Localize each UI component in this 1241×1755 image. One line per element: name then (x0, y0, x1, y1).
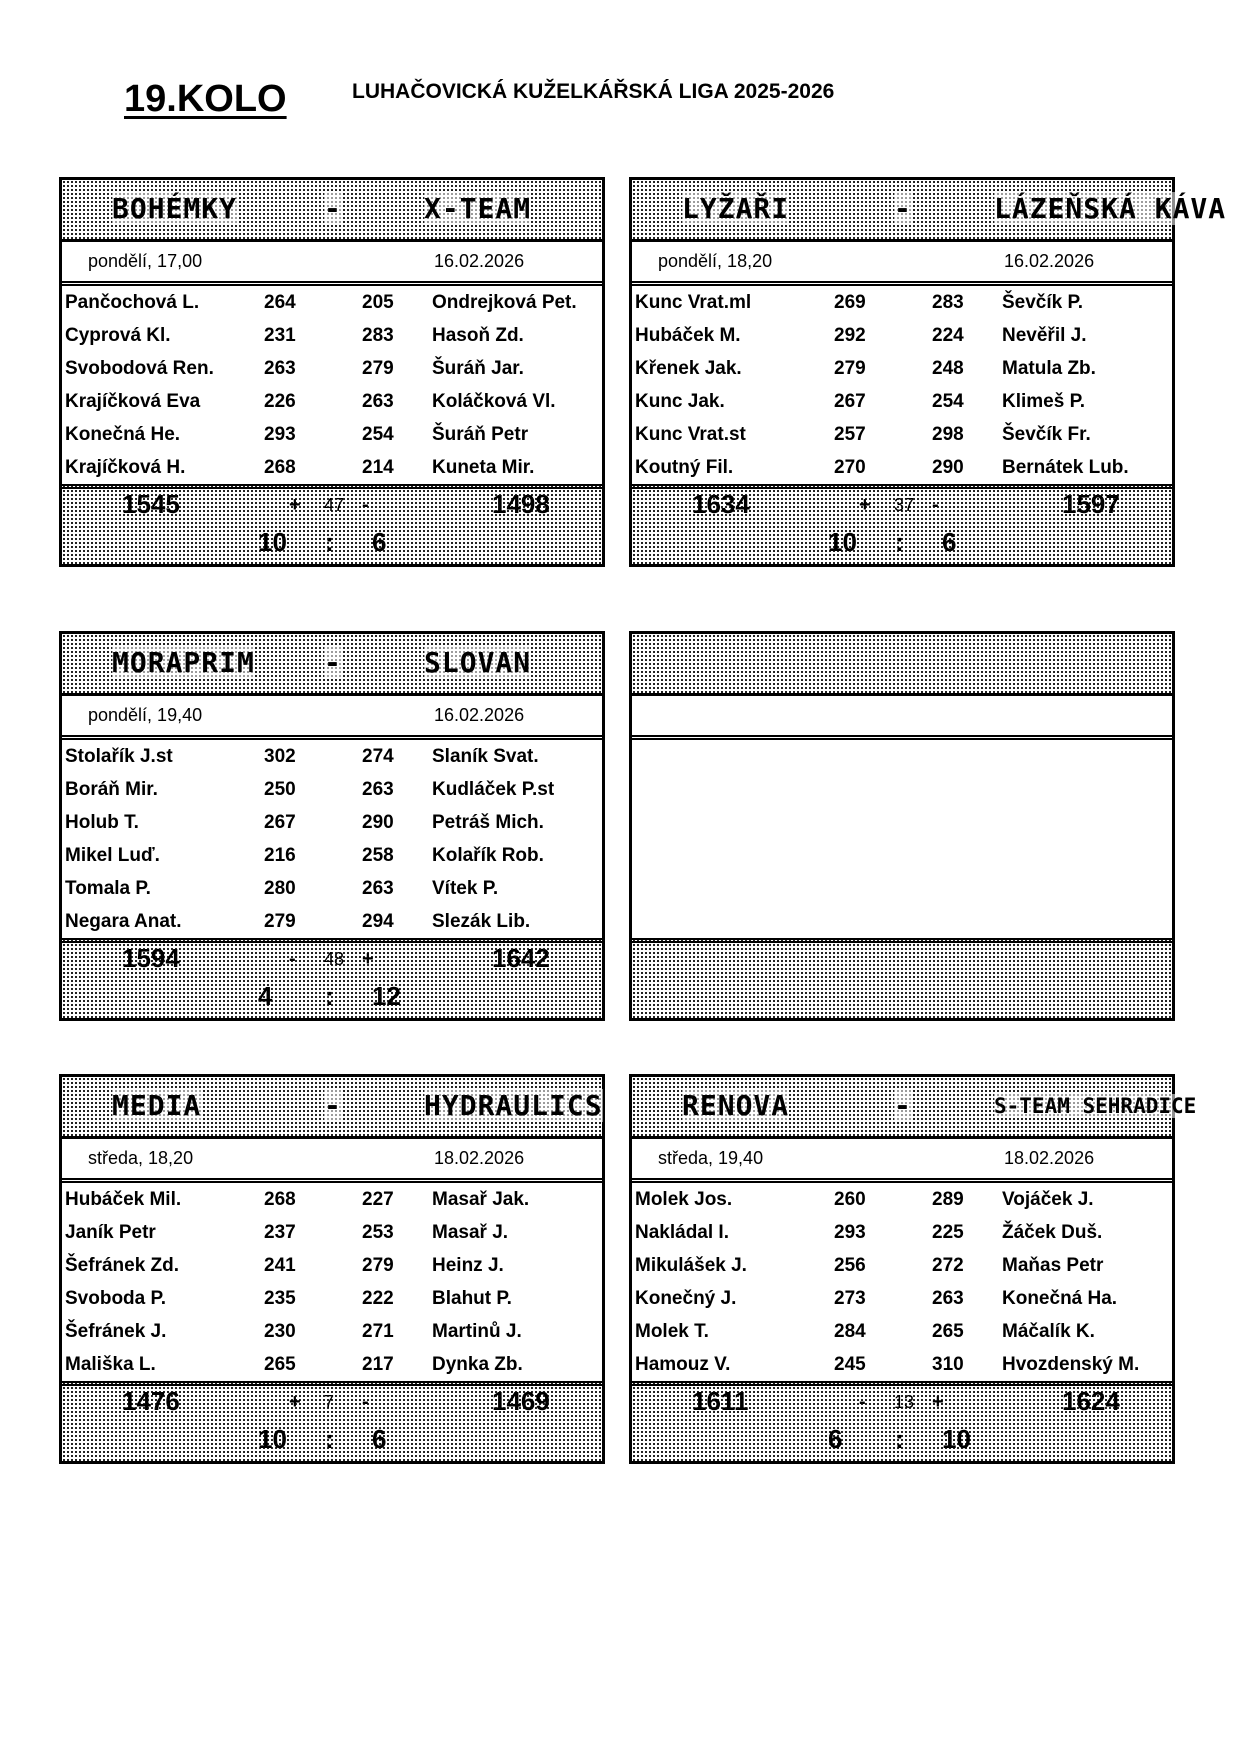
home-score: 267 (834, 391, 866, 412)
home-score: 250 (264, 779, 296, 800)
home-player: Koutný Fil. (635, 457, 734, 478)
away-points: 12 (372, 981, 401, 1011)
home-team: RENOVA (682, 1089, 790, 1122)
away-player: Masař Jak. (432, 1189, 530, 1210)
match-info (632, 1136, 1172, 1183)
home-sign: - (289, 948, 296, 970)
home-player: Hubáček M. (635, 325, 741, 346)
table-row (62, 1183, 602, 1216)
player-rows (632, 286, 1172, 484)
away-score: 283 (932, 292, 964, 313)
away-score: 310 (932, 1354, 964, 1375)
home-player: Boráň Mir. (65, 779, 158, 800)
away-player: Maňas Petr (1002, 1255, 1104, 1276)
away-score: 290 (362, 812, 394, 833)
match-date: 16.02.2026 (434, 705, 525, 725)
home-score: 256 (834, 1255, 866, 1276)
table-row (632, 418, 1172, 451)
home-total: 1476 (122, 1386, 180, 1416)
away-player: Šuráň Petr (432, 424, 529, 445)
table-row (632, 1249, 1172, 1282)
away-total: 1597 (1062, 489, 1120, 519)
home-score: 235 (264, 1288, 296, 1309)
away-player: Heinz J. (432, 1255, 504, 1276)
away-total: 1624 (1062, 1386, 1120, 1416)
home-player: Šefránek Zd. (65, 1255, 180, 1276)
table-row (62, 1216, 602, 1249)
home-player: Pančochová L. (65, 292, 200, 313)
match-day-time: středa, 19,40 (658, 1148, 764, 1168)
home-player: Janík Petr (65, 1222, 156, 1243)
home-player: Konečná He. (65, 424, 181, 445)
table-row (62, 418, 602, 451)
away-score: 254 (932, 391, 964, 412)
away-points: 6 (372, 1424, 387, 1454)
away-player: Klimeš P. (1002, 391, 1086, 412)
home-player: Tomala P. (65, 878, 151, 899)
match-date: 16.02.2026 (1004, 251, 1095, 271)
away-sign: - (362, 1391, 369, 1413)
match-day-time: pondělí, 18,20 (658, 251, 773, 271)
home-player: Kunc Vrat.ml (635, 292, 752, 313)
home-points: 10 (258, 527, 287, 557)
away-player: Masař J. (432, 1222, 509, 1243)
away-player: Petráš Mich. (432, 812, 544, 833)
home-player: Kunc Jak. (635, 391, 725, 412)
table-row (62, 451, 602, 484)
home-score: 273 (834, 1288, 866, 1309)
home-score: 267 (264, 812, 296, 833)
table-row (62, 1249, 602, 1282)
away-player: Vojáček J. (1002, 1189, 1094, 1210)
table-row (632, 1315, 1172, 1348)
table-row (632, 352, 1172, 385)
league-title: LUHAČOVICKÁ KUŽELKÁŘSKÁ LIGA 2025-2026 (352, 80, 835, 103)
home-sign: + (289, 1391, 301, 1413)
home-player: Svoboda P. (65, 1288, 167, 1309)
home-player: Stolařík J.st (65, 746, 173, 767)
team-dash: - (894, 192, 912, 225)
table-row (62, 806, 602, 839)
table-row (632, 1348, 1172, 1381)
home-sign: + (289, 494, 301, 516)
match-panel (629, 1074, 1197, 1464)
match-header (62, 634, 602, 696)
away-score: 263 (932, 1288, 964, 1309)
away-score: 279 (362, 358, 394, 379)
round-title: 19.KOLO (124, 78, 287, 120)
home-team: BOHÉMKY (112, 192, 238, 225)
match-date: 16.02.2026 (434, 251, 525, 271)
away-sign: + (362, 948, 374, 970)
away-team: LÁZEŇSKÁ KÁVA (994, 192, 1227, 225)
table-row (632, 451, 1172, 484)
away-player: Máčalík K. (1002, 1321, 1095, 1342)
away-sign: - (362, 494, 369, 516)
home-score: 270 (834, 457, 866, 478)
home-score: 269 (834, 292, 866, 313)
away-player: Blahut P. (432, 1288, 512, 1309)
away-player: Ondrejková Pet. (432, 292, 577, 313)
match-info (62, 239, 602, 286)
match-totals (632, 1381, 1172, 1461)
team-dash: - (324, 1089, 342, 1122)
table-row (62, 905, 602, 938)
match-panel (629, 631, 1175, 1021)
away-score: 205 (362, 292, 394, 313)
home-score: 268 (264, 457, 296, 478)
home-player: Molek T. (635, 1321, 709, 1342)
home-team: MEDIA (112, 1089, 202, 1122)
match-day-time: pondělí, 19,40 (88, 705, 203, 725)
home-score: 279 (264, 911, 296, 932)
table-row (632, 385, 1172, 418)
table-row (62, 286, 602, 319)
away-player: Ševčík P. (1002, 292, 1084, 313)
away-player: Martinů J. (432, 1321, 522, 1342)
home-player: Hamouz V. (635, 1354, 731, 1375)
away-score: 222 (362, 1288, 394, 1309)
home-player: Negara Anat. (65, 911, 182, 932)
table-row (632, 1282, 1172, 1315)
match-panel (629, 177, 1227, 567)
away-sign: - (932, 494, 939, 516)
match-totals (62, 484, 602, 564)
home-score: 230 (264, 1321, 296, 1342)
home-player: Konečný J. (635, 1288, 737, 1309)
away-score: 263 (362, 391, 394, 412)
table-row (632, 1216, 1172, 1249)
away-score: 217 (362, 1354, 394, 1375)
home-score: 293 (834, 1222, 866, 1243)
away-player: Kolařík Rob. (432, 845, 544, 866)
score-difference: 7 (324, 1392, 335, 1412)
away-score: 271 (362, 1321, 394, 1342)
home-player: Cyprová Kl. (65, 325, 171, 346)
away-total: 1498 (492, 489, 550, 519)
away-player: Slezák Lib. (432, 911, 531, 932)
away-score: 265 (932, 1321, 964, 1342)
match-panel (59, 177, 605, 567)
away-player: Žáček Duš. (1002, 1222, 1103, 1243)
away-player: Šuráň Jar. (432, 358, 524, 379)
table-row (632, 286, 1172, 319)
away-player: Kudláček P.st (432, 779, 555, 800)
away-team: S-TEAM SEHRADICE (994, 1094, 1197, 1118)
home-sign: + (859, 494, 871, 516)
home-score: 257 (834, 424, 866, 445)
table-row (62, 319, 602, 352)
home-points: 10 (258, 1424, 287, 1454)
score-difference: 13 (894, 1392, 915, 1412)
away-player: Ševčík Fr. (1002, 424, 1091, 445)
away-player: Nevěřil J. (1002, 325, 1087, 346)
home-score: 216 (264, 845, 296, 866)
table-row (62, 839, 602, 872)
home-total: 1611 (692, 1386, 749, 1416)
match-totals (632, 484, 1172, 564)
home-score: 245 (834, 1354, 866, 1375)
table-row (62, 872, 602, 905)
match-day-time: středa, 18,20 (88, 1148, 194, 1168)
table-row (632, 319, 1172, 352)
home-player: Hubáček Mil. (65, 1189, 182, 1210)
score-difference: 48 (324, 949, 345, 969)
home-player: Nakládal I. (635, 1222, 729, 1243)
home-points: 4 (258, 981, 273, 1011)
match-date: 18.02.2026 (1004, 1148, 1095, 1168)
home-player: Šefránek J. (65, 1321, 167, 1342)
match-totals (632, 938, 1172, 1018)
home-points: 6 (828, 1424, 843, 1454)
home-player: Mikulášek J. (635, 1255, 747, 1276)
away-score: 253 (362, 1222, 394, 1243)
team-dash: - (894, 1089, 912, 1122)
away-team: X-TEAM (424, 192, 532, 225)
home-total: 1594 (122, 943, 180, 973)
away-player: Vítek P. (432, 878, 499, 899)
away-player: Dynka Zb. (432, 1354, 523, 1375)
player-rows (632, 1183, 1172, 1381)
match-panel (59, 631, 605, 1021)
home-points: 10 (828, 527, 857, 557)
away-score: 283 (362, 325, 394, 346)
away-player: Bernátek Lub. (1002, 457, 1129, 478)
match-day-time: pondělí, 17,00 (88, 251, 203, 271)
home-score: 263 (264, 358, 296, 379)
match-header (632, 180, 1227, 242)
match-info (632, 239, 1172, 286)
player-rows (62, 740, 602, 938)
match-header (62, 180, 602, 242)
points-colon: : (325, 1424, 334, 1454)
home-player: Křenek Jak. (635, 358, 742, 379)
away-score: 227 (362, 1189, 394, 1210)
away-points: 6 (942, 527, 957, 557)
home-player: Svobodová Ren. (65, 358, 214, 379)
away-player: Hvozdenský M. (1002, 1354, 1140, 1375)
points-colon: : (325, 981, 334, 1011)
away-score: 263 (362, 779, 394, 800)
away-team: HYDRAULICS (424, 1089, 603, 1122)
table-row (62, 740, 602, 773)
away-sign: + (932, 1391, 944, 1413)
away-player: Konečná Ha. (1002, 1288, 1118, 1309)
table-row (62, 1315, 602, 1348)
away-score: 225 (932, 1222, 964, 1243)
home-player: Krajíčková Eva (65, 391, 201, 412)
match-totals (62, 1381, 602, 1461)
away-score: 214 (362, 457, 394, 478)
table-row (62, 1282, 602, 1315)
home-total: 1634 (692, 489, 750, 519)
match-info (632, 693, 1172, 740)
home-score: 280 (264, 878, 296, 899)
home-player: Molek Jos. (635, 1189, 733, 1210)
home-score: 284 (834, 1321, 866, 1342)
team-dash: - (324, 646, 342, 679)
match-totals (62, 938, 602, 1018)
points-colon: : (895, 1424, 904, 1454)
home-score: 226 (264, 391, 296, 412)
table-row (62, 773, 602, 806)
points-colon: : (325, 527, 334, 557)
match-header (62, 1077, 602, 1139)
away-total: 1469 (492, 1386, 550, 1416)
away-score: 258 (362, 845, 394, 866)
away-score: 298 (932, 424, 964, 445)
home-player: Holub T. (65, 812, 139, 833)
away-player: Kuneta Mir. (432, 457, 535, 478)
match-header (632, 634, 1172, 696)
home-team: LYŽAŘI (682, 192, 790, 225)
team-dash: - (324, 192, 342, 225)
home-player: Krajíčková H. (65, 457, 186, 478)
home-player: Kunc Vrat.st (635, 424, 746, 445)
score-difference: 37 (894, 495, 915, 515)
away-team: SLOVAN (424, 646, 532, 679)
points-colon: : (895, 527, 904, 557)
match-info (62, 693, 602, 740)
home-score: 292 (834, 325, 866, 346)
away-score: 224 (932, 325, 964, 346)
match-info (62, 1136, 602, 1183)
table-row (62, 1348, 602, 1381)
away-total: 1642 (492, 943, 550, 973)
home-score: 302 (264, 746, 296, 767)
away-score: 272 (932, 1255, 964, 1276)
score-difference: 47 (324, 495, 345, 515)
away-points: 10 (942, 1424, 971, 1454)
player-rows (62, 1183, 602, 1381)
match-date: 18.02.2026 (434, 1148, 525, 1168)
home-total: 1545 (122, 489, 180, 519)
away-player: Matula Zb. (1002, 358, 1096, 379)
away-player: Slaník Svat. (432, 746, 539, 767)
home-score: 264 (264, 292, 296, 313)
home-score: 279 (834, 358, 866, 379)
player-rows (62, 286, 602, 484)
match-header (632, 1077, 1197, 1139)
home-score: 268 (264, 1189, 296, 1210)
home-score: 241 (264, 1255, 296, 1276)
table-row (632, 1183, 1172, 1216)
away-score: 294 (362, 911, 394, 932)
table-row (62, 385, 602, 418)
away-score: 274 (362, 746, 394, 767)
player-rows (632, 740, 1172, 938)
away-score: 248 (932, 358, 964, 379)
home-score: 260 (834, 1189, 866, 1210)
away-score: 290 (932, 457, 964, 478)
home-score: 265 (264, 1354, 296, 1375)
away-player: Hasoň Zd. (432, 325, 524, 346)
home-score: 237 (264, 1222, 296, 1243)
away-player: Koláčková Vl. (432, 391, 556, 412)
home-sign: - (859, 1391, 866, 1413)
match-panel (59, 1074, 605, 1464)
away-score: 289 (932, 1189, 964, 1210)
away-points: 6 (372, 527, 387, 557)
home-team: MORAPRIM (112, 646, 255, 679)
away-score: 254 (362, 424, 394, 445)
home-player: Mališka L. (65, 1354, 156, 1375)
home-score: 231 (264, 325, 296, 346)
table-row (62, 352, 602, 385)
away-score: 279 (362, 1255, 394, 1276)
away-score: 263 (362, 878, 394, 899)
home-player: Mikel Luď. (65, 845, 160, 866)
home-score: 293 (264, 424, 296, 445)
